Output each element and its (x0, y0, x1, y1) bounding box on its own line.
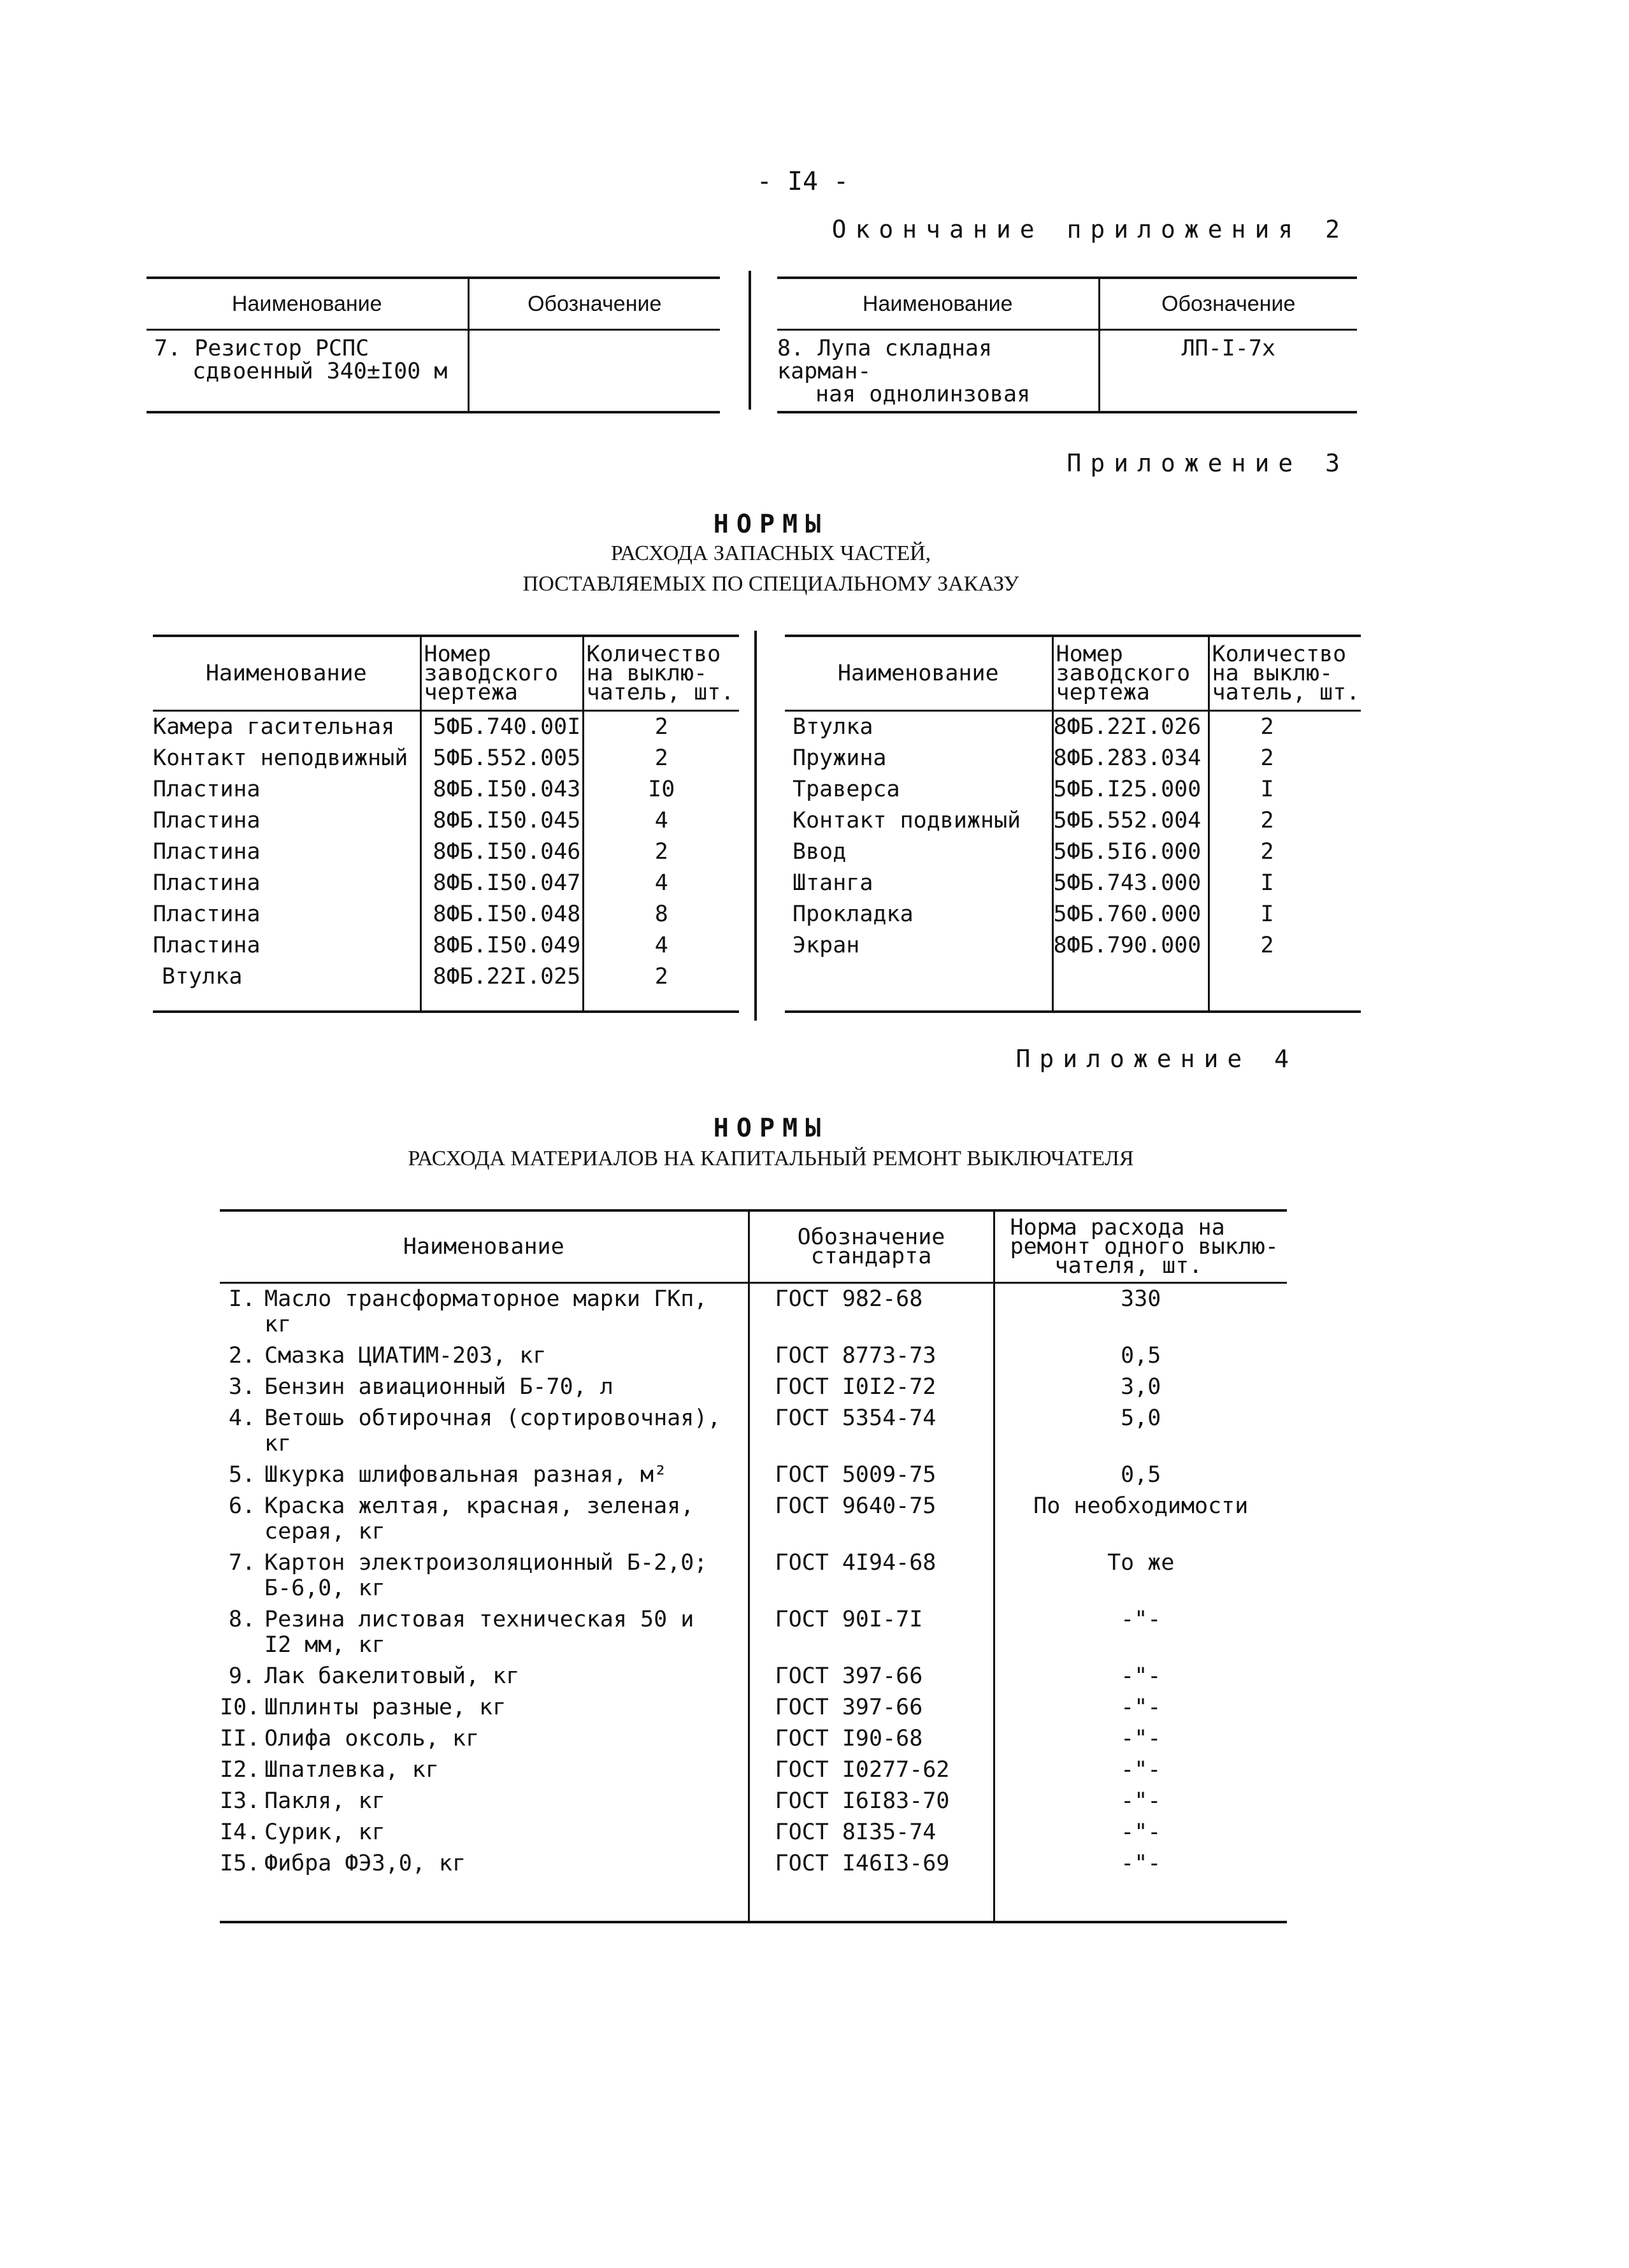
material-name (264, 1491, 749, 1547)
appendix3-caption: Приложение 3 (1066, 449, 1349, 477)
table-row (785, 899, 1361, 930)
part-name: Прокладка (785, 899, 1052, 930)
part-name: Контакт подвижный (785, 805, 1052, 836)
material-name (264, 1692, 749, 1723)
material-norm: По необходимости (1033, 1493, 1249, 1519)
part-name: Экран (785, 930, 1052, 961)
materials-table (220, 1209, 1287, 1923)
row-number: II. (220, 1726, 261, 1751)
material-line: Картон электроизоляционный Б-2,0; (264, 1550, 708, 1575)
material-line: кг (264, 1431, 292, 1456)
part-drawing-number: 8ФБ.283.034 (1052, 743, 1209, 774)
row-number: I4. (220, 1819, 261, 1845)
part-quantity: 2 (654, 745, 668, 771)
material-line: серая, кг (264, 1519, 385, 1544)
part-drawing-number: 8ФБ.22I.025 (420, 961, 583, 1012)
row-number: 8. (228, 1607, 255, 1632)
table-row (220, 1460, 1287, 1491)
row-number: I. (228, 1286, 255, 1312)
part-drawing-number: 5ФБ.743.000 (1052, 868, 1209, 899)
part-drawing-number: 8ФБ.I50.047 (420, 868, 583, 899)
part-quantity: 4 (654, 870, 668, 896)
part-drawing-number: 5ФБ.760.000 (1052, 899, 1209, 930)
material-line: Сурик, кг (264, 1819, 385, 1845)
material-standard: ГОСТ 9640-75 (749, 1491, 994, 1547)
part-drawing-number: 5ФБ.I25.000 (1052, 774, 1209, 805)
material-norm: -"- (1121, 1726, 1161, 1751)
material-norm: 0,5 (1121, 1343, 1161, 1368)
header-line: заводского (1056, 661, 1191, 686)
spare-parts-right-table (785, 635, 1361, 1013)
part-name: Пластина (153, 868, 420, 899)
table-row (220, 1723, 1287, 1755)
part-name: Контакт неподвижный (153, 743, 420, 774)
table-row (153, 711, 739, 743)
table-row (220, 1604, 1287, 1661)
empty-cell (785, 961, 1052, 1012)
part-name: Камера гасительная (153, 711, 420, 743)
part-quantity: 2 (654, 839, 668, 865)
material-name (264, 1755, 749, 1786)
item-designation-cell (468, 330, 720, 413)
material-norm: -"- (1121, 1851, 1161, 1876)
part-drawing-number: 8ФБ.I50.049 (420, 930, 583, 961)
material-line: Пакля, кг (264, 1788, 385, 1814)
header-line: Количество (1212, 642, 1347, 667)
material-norm: -"- (1121, 1788, 1161, 1814)
part-name: Втулка (153, 961, 420, 1012)
part-quantity: I0 (648, 777, 675, 802)
part-name: Пластина (153, 836, 420, 868)
row-number: I5. (220, 1851, 261, 1876)
column-header-designation: Обозначение (468, 278, 720, 330)
part-name: Пластина (153, 930, 420, 961)
table-row (785, 836, 1361, 868)
header-line: заводского (424, 661, 559, 686)
material-standard: ГОСТ I6I83-70 (749, 1786, 994, 1817)
table-row (220, 1755, 1287, 1786)
table-row (220, 1547, 1287, 1604)
material-line: Фибра ФЭ3,0, кг (264, 1851, 466, 1876)
part-quantity: 2 (1260, 808, 1274, 833)
column-header-quantity (583, 636, 739, 711)
material-line: Шкурка шлифовальная разная, м² (264, 1462, 668, 1488)
part-quantity: I (1260, 777, 1274, 802)
header-line: на выклю- (1212, 661, 1333, 686)
table-row (153, 805, 739, 836)
table-header-row (777, 278, 1357, 330)
part-name: Пластина (153, 805, 420, 836)
part-drawing-number: 8ФБ.I50.043 (420, 774, 583, 805)
appendix3-subtitle-line: РАСХОДА ЗАПАСНЫХ ЧАСТЕЙ, (610, 542, 931, 565)
material-standard: ГОСТ I46I3-69 (749, 1848, 994, 1922)
material-standard: ГОСТ 90I-7I (749, 1604, 994, 1661)
row-number: I2. (220, 1757, 261, 1783)
row-number: 3. (228, 1374, 255, 1400)
column-separator (749, 271, 751, 410)
part-drawing-number: 5ФБ.552.004 (1052, 805, 1209, 836)
column-header-name: Наименование (777, 278, 1099, 330)
column-separator (754, 631, 757, 1021)
appendix3-title: НОРМЫ (713, 510, 829, 539)
table-row (220, 1848, 1287, 1922)
part-name: Траверса (785, 774, 1052, 805)
material-norm: 3,0 (1121, 1374, 1161, 1400)
header-line: чертежа (424, 680, 519, 705)
material-line: Б-6,0, кг (264, 1575, 385, 1601)
material-norm: -"- (1121, 1757, 1161, 1783)
table-header-row (220, 1210, 1287, 1283)
table-row (220, 1372, 1287, 1403)
table-row (153, 774, 739, 805)
material-name (264, 1403, 749, 1460)
table-row (220, 1283, 1287, 1341)
table-row (153, 836, 739, 868)
material-norm: -"- (1121, 1819, 1161, 1845)
item-designation-cell: ЛП-I-7х (1099, 330, 1357, 413)
appendix2-left-table (147, 276, 720, 413)
header-line: чатель, шт. (586, 680, 735, 705)
item-name-line: ная однолинзовая (815, 382, 1031, 407)
empty-cell (1209, 961, 1361, 1012)
material-line: Лак бакелитовый, кг (264, 1663, 520, 1689)
table-row (220, 1491, 1287, 1547)
part-quantity: 2 (1260, 933, 1274, 958)
appendix4-subtitle: РАСХОДА МАТЕРИАЛОВ НА КАПИТАЛЬНЫЙ РЕМОНТ ВЫКЛЮЧАТЕЛЯ (408, 1147, 1134, 1170)
column-header-drawing (420, 636, 583, 711)
material-name (264, 1661, 749, 1692)
material-line: Бензин авиационный Б-70, л (264, 1374, 614, 1400)
material-standard: ГОСТ 5009-75 (749, 1460, 994, 1491)
part-name: Ввод (785, 836, 1052, 868)
material-norm: -"- (1121, 1695, 1161, 1720)
row-number: 9. (228, 1663, 255, 1689)
table-row (147, 330, 720, 413)
header-line: Обозначение (797, 1224, 945, 1250)
row-number: 6. (228, 1493, 255, 1519)
table-header-row (785, 636, 1361, 711)
header-line: ремонт одного выклю- (1010, 1234, 1279, 1260)
material-standard: ГОСТ I90-68 (749, 1723, 994, 1755)
material-norm: 330 (1121, 1286, 1161, 1312)
material-name (264, 1848, 749, 1922)
column-header-name: Наименование (220, 1210, 749, 1283)
header-line: чателя, шт. (1054, 1253, 1203, 1279)
table-row (220, 1817, 1287, 1848)
material-name (264, 1340, 749, 1372)
material-line: Олифа оксоль, кг (264, 1726, 480, 1751)
material-name (264, 1604, 749, 1661)
part-quantity: I (1260, 901, 1274, 927)
material-line: Смазка ЦИАТИМ-203, кг (264, 1343, 547, 1368)
material-standard: ГОСТ 982-68 (749, 1283, 994, 1341)
header-line: чертежа (1056, 680, 1151, 705)
column-header-name: Наименование (153, 636, 420, 711)
item-name-line: 8. Лупа складная карман- (777, 336, 993, 384)
material-norm: -"- (1121, 1607, 1161, 1632)
part-drawing-number: 5ФБ.552.005 (420, 743, 583, 774)
part-name: Пружина (785, 743, 1052, 774)
material-standard: ГОСТ 8773-73 (749, 1340, 994, 1372)
part-quantity: 2 (654, 714, 668, 740)
material-line: Шпатлевка, кг (264, 1757, 439, 1783)
material-name (264, 1460, 749, 1491)
table-row (153, 868, 739, 899)
material-line: Резина листовая техническая 50 и (264, 1607, 694, 1632)
material-norm: 5,0 (1121, 1405, 1161, 1431)
header-line: Норма расхода на (1010, 1215, 1225, 1240)
empty-cell (1052, 961, 1209, 1012)
part-drawing-number: 8ФБ.22I.026 (1052, 711, 1209, 743)
material-line: Масло трансформаторное марки ГКп, кг (264, 1286, 708, 1337)
table-row (220, 1692, 1287, 1723)
page-number: - I4 - (756, 167, 849, 196)
material-standard: ГОСТ 5354-74 (749, 1403, 994, 1460)
material-standard: ГОСТ I0277-62 (749, 1755, 994, 1786)
part-quantity: 2 (1260, 714, 1274, 740)
material-standard: ГОСТ I0I2-72 (749, 1372, 994, 1403)
column-header-designation: Обозначение (1099, 278, 1357, 330)
table-row (785, 930, 1361, 961)
column-header-drawing (1052, 636, 1209, 711)
material-standard: ГОСТ 397-66 (749, 1692, 994, 1723)
column-header-name: Наименование (147, 278, 468, 330)
table-row (220, 1786, 1287, 1817)
column-header-standard (749, 1210, 994, 1283)
table-row (785, 711, 1361, 743)
header-line: Номер (424, 642, 491, 667)
part-quantity: 8 (654, 901, 668, 927)
appendix4-caption: Приложение 4 (1015, 1045, 1298, 1073)
table-row (220, 1661, 1287, 1692)
header-line: Номер (1056, 642, 1123, 667)
material-norm: 0,5 (1121, 1462, 1161, 1488)
table-row (777, 330, 1357, 413)
table-row (153, 899, 739, 930)
table-row (153, 961, 739, 1012)
item-name-cell (777, 330, 1099, 413)
part-drawing-number: 5ФБ.740.00I (420, 711, 583, 743)
material-standard: ГОСТ 4I94-68 (749, 1547, 994, 1604)
column-header-quantity (1209, 636, 1361, 711)
part-quantity: 2 (1260, 839, 1274, 865)
column-header-norm (994, 1210, 1287, 1283)
header-line: Количество (586, 642, 721, 667)
table-row (785, 774, 1361, 805)
row-number: 2. (228, 1343, 255, 1368)
part-quantity: 2 (1260, 745, 1274, 771)
part-quantity: 4 (654, 808, 668, 833)
material-name (264, 1723, 749, 1755)
material-name (264, 1283, 749, 1341)
header-line: на выклю- (586, 661, 708, 686)
item-name-line: сдвоенный 340±I00 м (192, 359, 448, 384)
appendix2-end-caption: Окончание приложения 2 (831, 215, 1349, 243)
table-header-row (153, 636, 739, 711)
header-line: стандарта (810, 1244, 932, 1269)
part-quantity: I (1260, 870, 1274, 896)
part-name: Пластина (153, 774, 420, 805)
item-name-line: 7. Резистор РСПС (154, 336, 370, 361)
table-row (220, 1403, 1287, 1460)
header-line: чатель, шт. (1212, 680, 1360, 705)
table-row (785, 961, 1361, 1012)
part-drawing-number: 8ФБ.I50.048 (420, 899, 583, 930)
spare-parts-left-table (153, 635, 739, 1013)
table-header-row (147, 278, 720, 330)
table-row (153, 743, 739, 774)
material-line: Краска желтая, красная, зеленая, (264, 1493, 694, 1519)
material-norm: То же (1107, 1550, 1175, 1575)
material-line: Шплинты разные, кг (264, 1695, 506, 1720)
table-row (785, 805, 1361, 836)
part-quantity: 2 (654, 964, 668, 989)
table-row (220, 1340, 1287, 1372)
material-standard: ГОСТ 397-66 (749, 1661, 994, 1692)
part-name: Штанга (785, 868, 1052, 899)
table-row (153, 930, 739, 961)
material-norm: -"- (1121, 1663, 1161, 1689)
material-name (264, 1547, 749, 1604)
appendix4-title: НОРМЫ (713, 1114, 829, 1143)
material-line: I2 мм, кг (264, 1632, 385, 1658)
table-row (785, 868, 1361, 899)
material-name (264, 1786, 749, 1817)
part-drawing-number: 5ФБ.5I6.000 (1052, 836, 1209, 868)
row-number: I3. (220, 1788, 261, 1814)
material-name (264, 1817, 749, 1848)
row-number: I0. (220, 1695, 261, 1720)
material-line: Ветошь обтирочная (сортировочная), (264, 1405, 721, 1431)
material-standard: ГОСТ 8I35-74 (749, 1817, 994, 1848)
part-name: Пластина (153, 899, 420, 930)
column-header-name: Наименование (785, 636, 1052, 711)
part-quantity: 4 (654, 933, 668, 958)
appendix2-right-table (777, 276, 1357, 413)
table-row (785, 743, 1361, 774)
row-number: 5. (228, 1462, 255, 1488)
part-drawing-number: 8ФБ.790.000 (1052, 930, 1209, 961)
row-number: 4. (228, 1405, 255, 1431)
part-drawing-number: 8ФБ.I50.045 (420, 805, 583, 836)
item-name-cell (147, 330, 468, 413)
part-drawing-number: 8ФБ.I50.046 (420, 836, 583, 868)
row-number: 7. (228, 1550, 255, 1575)
material-name (264, 1372, 749, 1403)
part-name: Втулка (785, 711, 1052, 743)
appendix3-subtitle-line: ПОСТАВЛЯЕМЫХ ПО СПЕЦИАЛЬНОМУ ЗАКАЗУ (522, 572, 1019, 596)
